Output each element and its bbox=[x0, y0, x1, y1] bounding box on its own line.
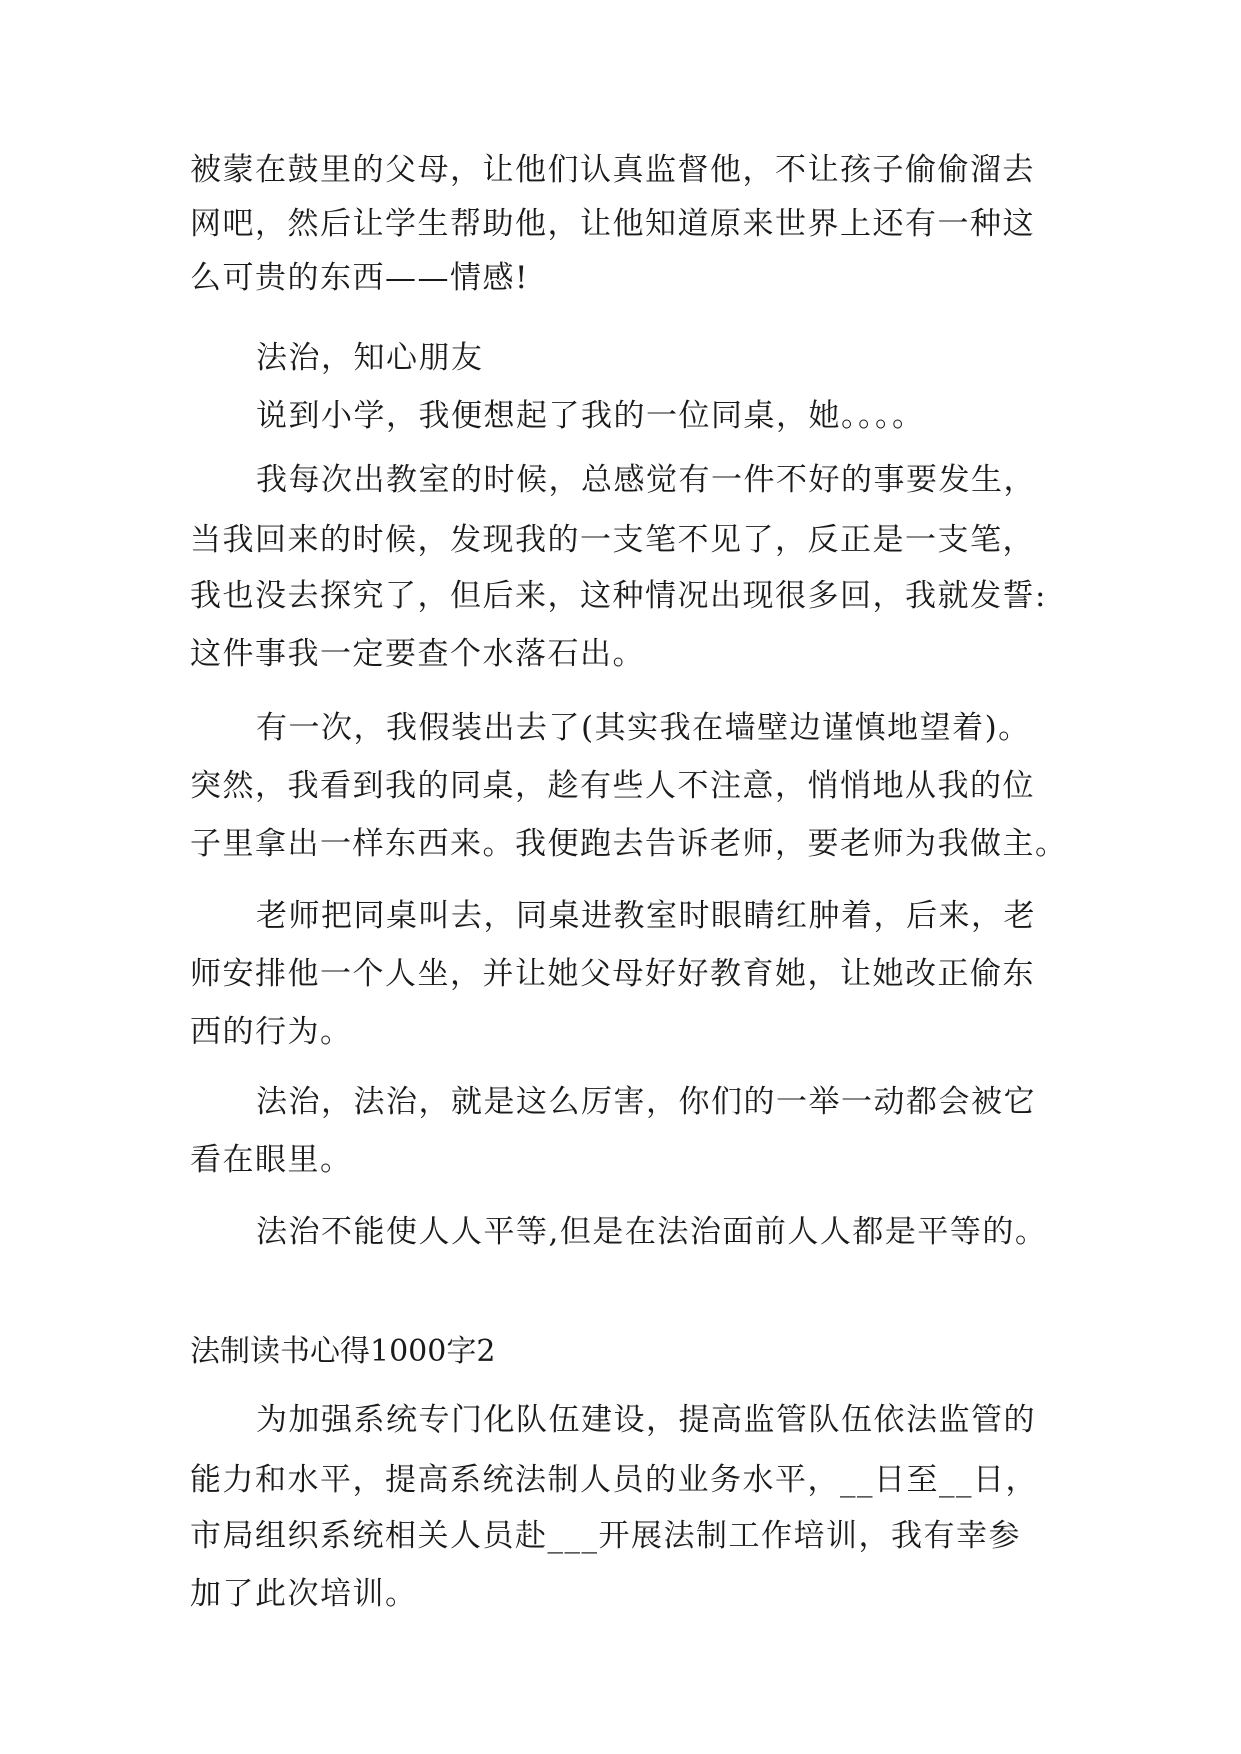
text-line: 我也没去探究了，但后来，这种情况出现很多回，我就发誓: bbox=[190, 578, 1047, 614]
text-line: 西的行为。 bbox=[190, 1014, 353, 1050]
text-line: 当我回来的时候，发现我的一支笔不见了，反正是一支笔， bbox=[190, 522, 1035, 558]
text-line: 市局组织系统相关人员赴___开展法制工作培训，我有幸参 bbox=[190, 1518, 1021, 1554]
text-line: 法治不能使人人平等,但是在法治面前人人都是平等的。 bbox=[256, 1214, 1048, 1250]
text-line: 我每次出教室的时候，总感觉有一件不好的事要发生， bbox=[256, 462, 1036, 498]
text-line: 这件事我一定要查个水落石出。 bbox=[190, 636, 645, 672]
text-line: 子里拿出一样东西来。我便跑去告诉老师，要老师为我做主。 bbox=[190, 826, 1068, 862]
text-line: 被蒙在鼓里的父母，让他们认真监督他，不让孩子偷偷溜去 bbox=[190, 152, 1035, 188]
text-line: 能力和水平，提高系统法制人员的业务水平，__日至__日， bbox=[190, 1462, 1038, 1498]
text-line: 法治，法治，就是这么厉害，你们的一举一动都会被它 bbox=[256, 1084, 1036, 1120]
text-line: 说到小学，我便想起了我的一位同桌，她。。。。 bbox=[256, 398, 925, 434]
text-line: 为加强系统专门化队伍建设，提高监管队伍依法监管的 bbox=[256, 1402, 1036, 1438]
text-line: 突然，我看到我的同桌，趁有些人不注意，悄悄地从我的位 bbox=[190, 768, 1035, 804]
section-heading: 法制读书心得1000字2 bbox=[190, 1334, 496, 1369]
text-line: 加了此次培训。 bbox=[190, 1576, 418, 1612]
text-line: 么可贵的东西——情感! bbox=[190, 260, 529, 296]
text-line: 网吧，然后让学生帮助他，让他知道原来世界上还有一种这 bbox=[190, 206, 1035, 242]
text-line: 师安排他一个人坐，并让她父母好好教育她，让她改正偷东 bbox=[190, 956, 1035, 992]
text-line: 有一次，我假装出去了(其实我在墙壁边谨慎地望着)。 bbox=[256, 710, 1031, 746]
text-line: 看在眼里。 bbox=[190, 1142, 353, 1178]
section-subtitle: 法治，知心朋友 bbox=[256, 340, 484, 376]
text-line: 老师把同桌叫去，同桌进教室时眼睛红肿着，后来，老 bbox=[256, 898, 1036, 934]
